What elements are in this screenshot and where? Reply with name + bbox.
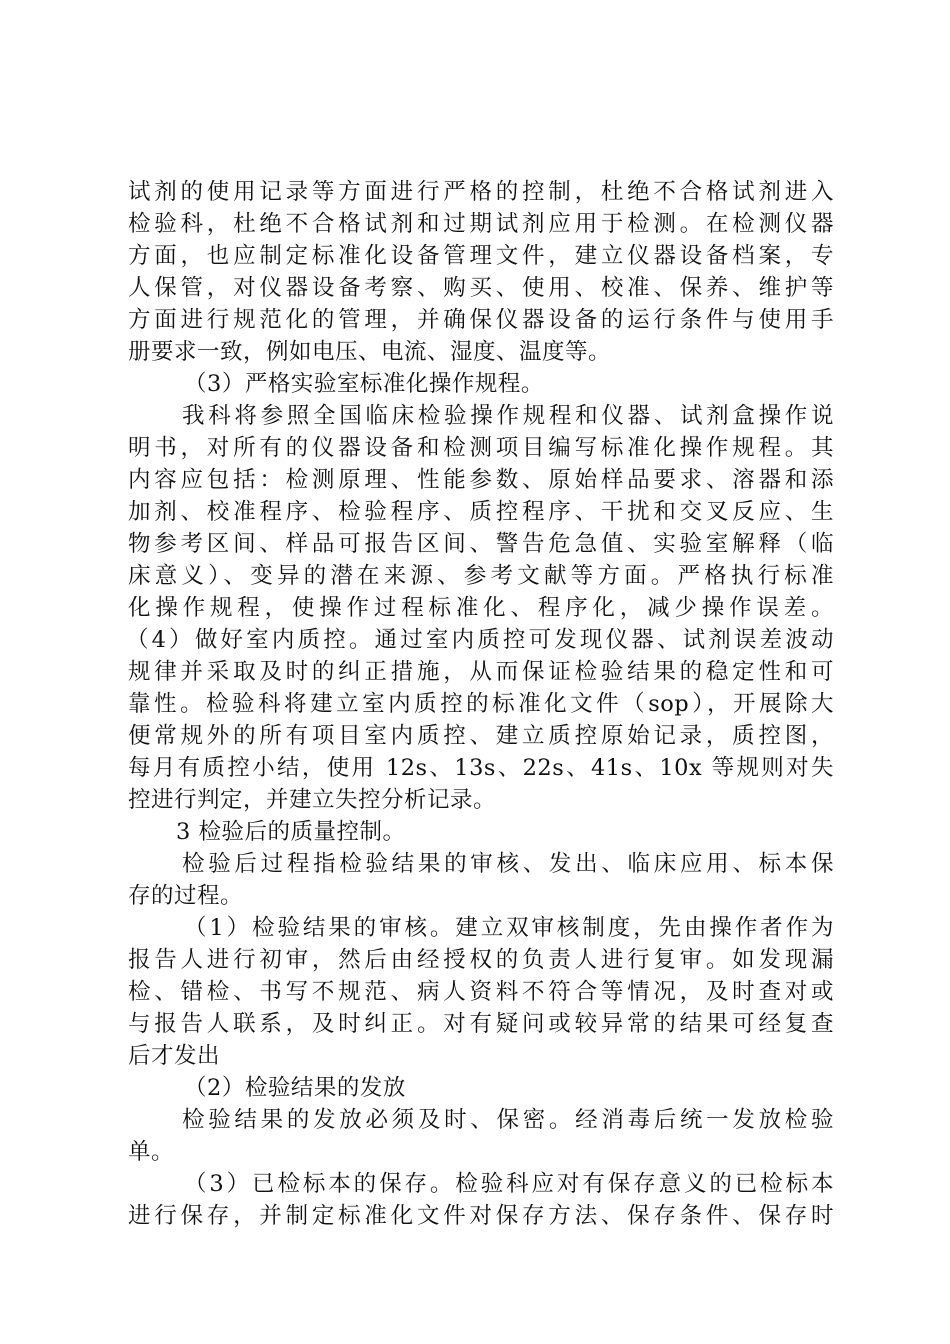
- section-heading: 3 检验后的质量控制。: [176, 819, 406, 845]
- paragraph-first-line: 检验后过程指检验结果的审核、发出、临床应用、标本保: [182, 851, 834, 877]
- text-line: 检、错检、书写不规范、病人资料不符合等情况，及时查对或: [128, 979, 834, 1005]
- text-line: 内容应包括：检测原理、性能参数、原始样品要求、溶器和添: [128, 467, 834, 493]
- text-line: 规律并采取及时的纠正措施，从而保证检验结果的稳定性和可: [128, 659, 834, 685]
- paragraph-first-line: 检验结果的发放必须及时、保密。经消毒后统一发放检验: [182, 1107, 834, 1133]
- text-line: 册要求一致，例如电压、电流、湿度、温度等。: [128, 339, 612, 365]
- section-heading: （3）严格实验室标准化操作规程。: [184, 371, 544, 397]
- text-line: 物参考区间、样品可报告区间、警告危急值、实验室解释（临: [128, 531, 834, 557]
- text-line: 单。: [128, 1139, 175, 1165]
- text-line: 报告人进行初审，然后由经授权的负责人进行复审。如发现漏: [128, 947, 834, 973]
- text-line: （4）做好室内质控。通过室内质控可发现仪器、试剂误差波动: [126, 627, 834, 653]
- text-line: 存的过程。: [128, 883, 244, 909]
- text-line: 试剂的使用记录等方面进行严格的控制，杜绝不合格试剂进入: [128, 179, 834, 205]
- text-line: 进行保存，并制定标准化文件对保存方法、保存条件、保存时: [128, 1203, 834, 1229]
- text-line: 每月有质控小结，使用 12s、13s、22s、41s、10x 等规则对失: [128, 755, 834, 781]
- paragraph-first-line: （3）已检标本的保存。检验科应对有保存意义的已检标本: [184, 1171, 834, 1197]
- text-line: 明书，对所有的仪器设备和检测项目编写标准化操作规程。其: [128, 435, 834, 461]
- text-line: 后才发出: [128, 1043, 221, 1069]
- text-line: 检验科，杜绝不合格试剂和过期试剂应用于检测。在检测仪器: [128, 211, 834, 237]
- text-line: 加剂、校准程序、检验程序、质控程序、干扰和交叉反应、生: [128, 499, 834, 525]
- text-line: 方面进行规范化的管理，并确保仪器设备的运行条件与使用手: [128, 307, 834, 333]
- text-line: 方面，也应制定标准化设备管理文件，建立仪器设备档案，专: [128, 243, 834, 269]
- text-line: 控进行判定，并建立失控分析记录。: [128, 787, 497, 813]
- text-line: 人保管，对仪器设备考察、购买、使用、校准、保养、维护等: [128, 275, 834, 301]
- text-line: 靠性。检验科将建立室内质控的标准化文件（sop），开展除大: [128, 691, 834, 717]
- paragraph-first-line: （1）检验结果的审核。建立双审核制度，先由操作者作为: [184, 915, 834, 941]
- paragraph-first-line: 我科将参照全国临床检验操作规程和仪器、试剂盒操作说: [182, 403, 834, 429]
- text-line: 便常规外的所有项目室内质控、建立质控原始记录，质控图，: [128, 723, 834, 749]
- text-line: 与报告人联系，及时纠正。对有疑问或较异常的结果可经复查: [128, 1011, 834, 1037]
- text-line: 床意义）、变异的潜在来源、参考文献等方面。严格执行标准: [128, 563, 834, 589]
- text-line: 化操作规程，使操作过程标准化、程序化，减少操作误差。: [128, 595, 834, 621]
- section-heading: （2）检验结果的发放: [184, 1075, 406, 1101]
